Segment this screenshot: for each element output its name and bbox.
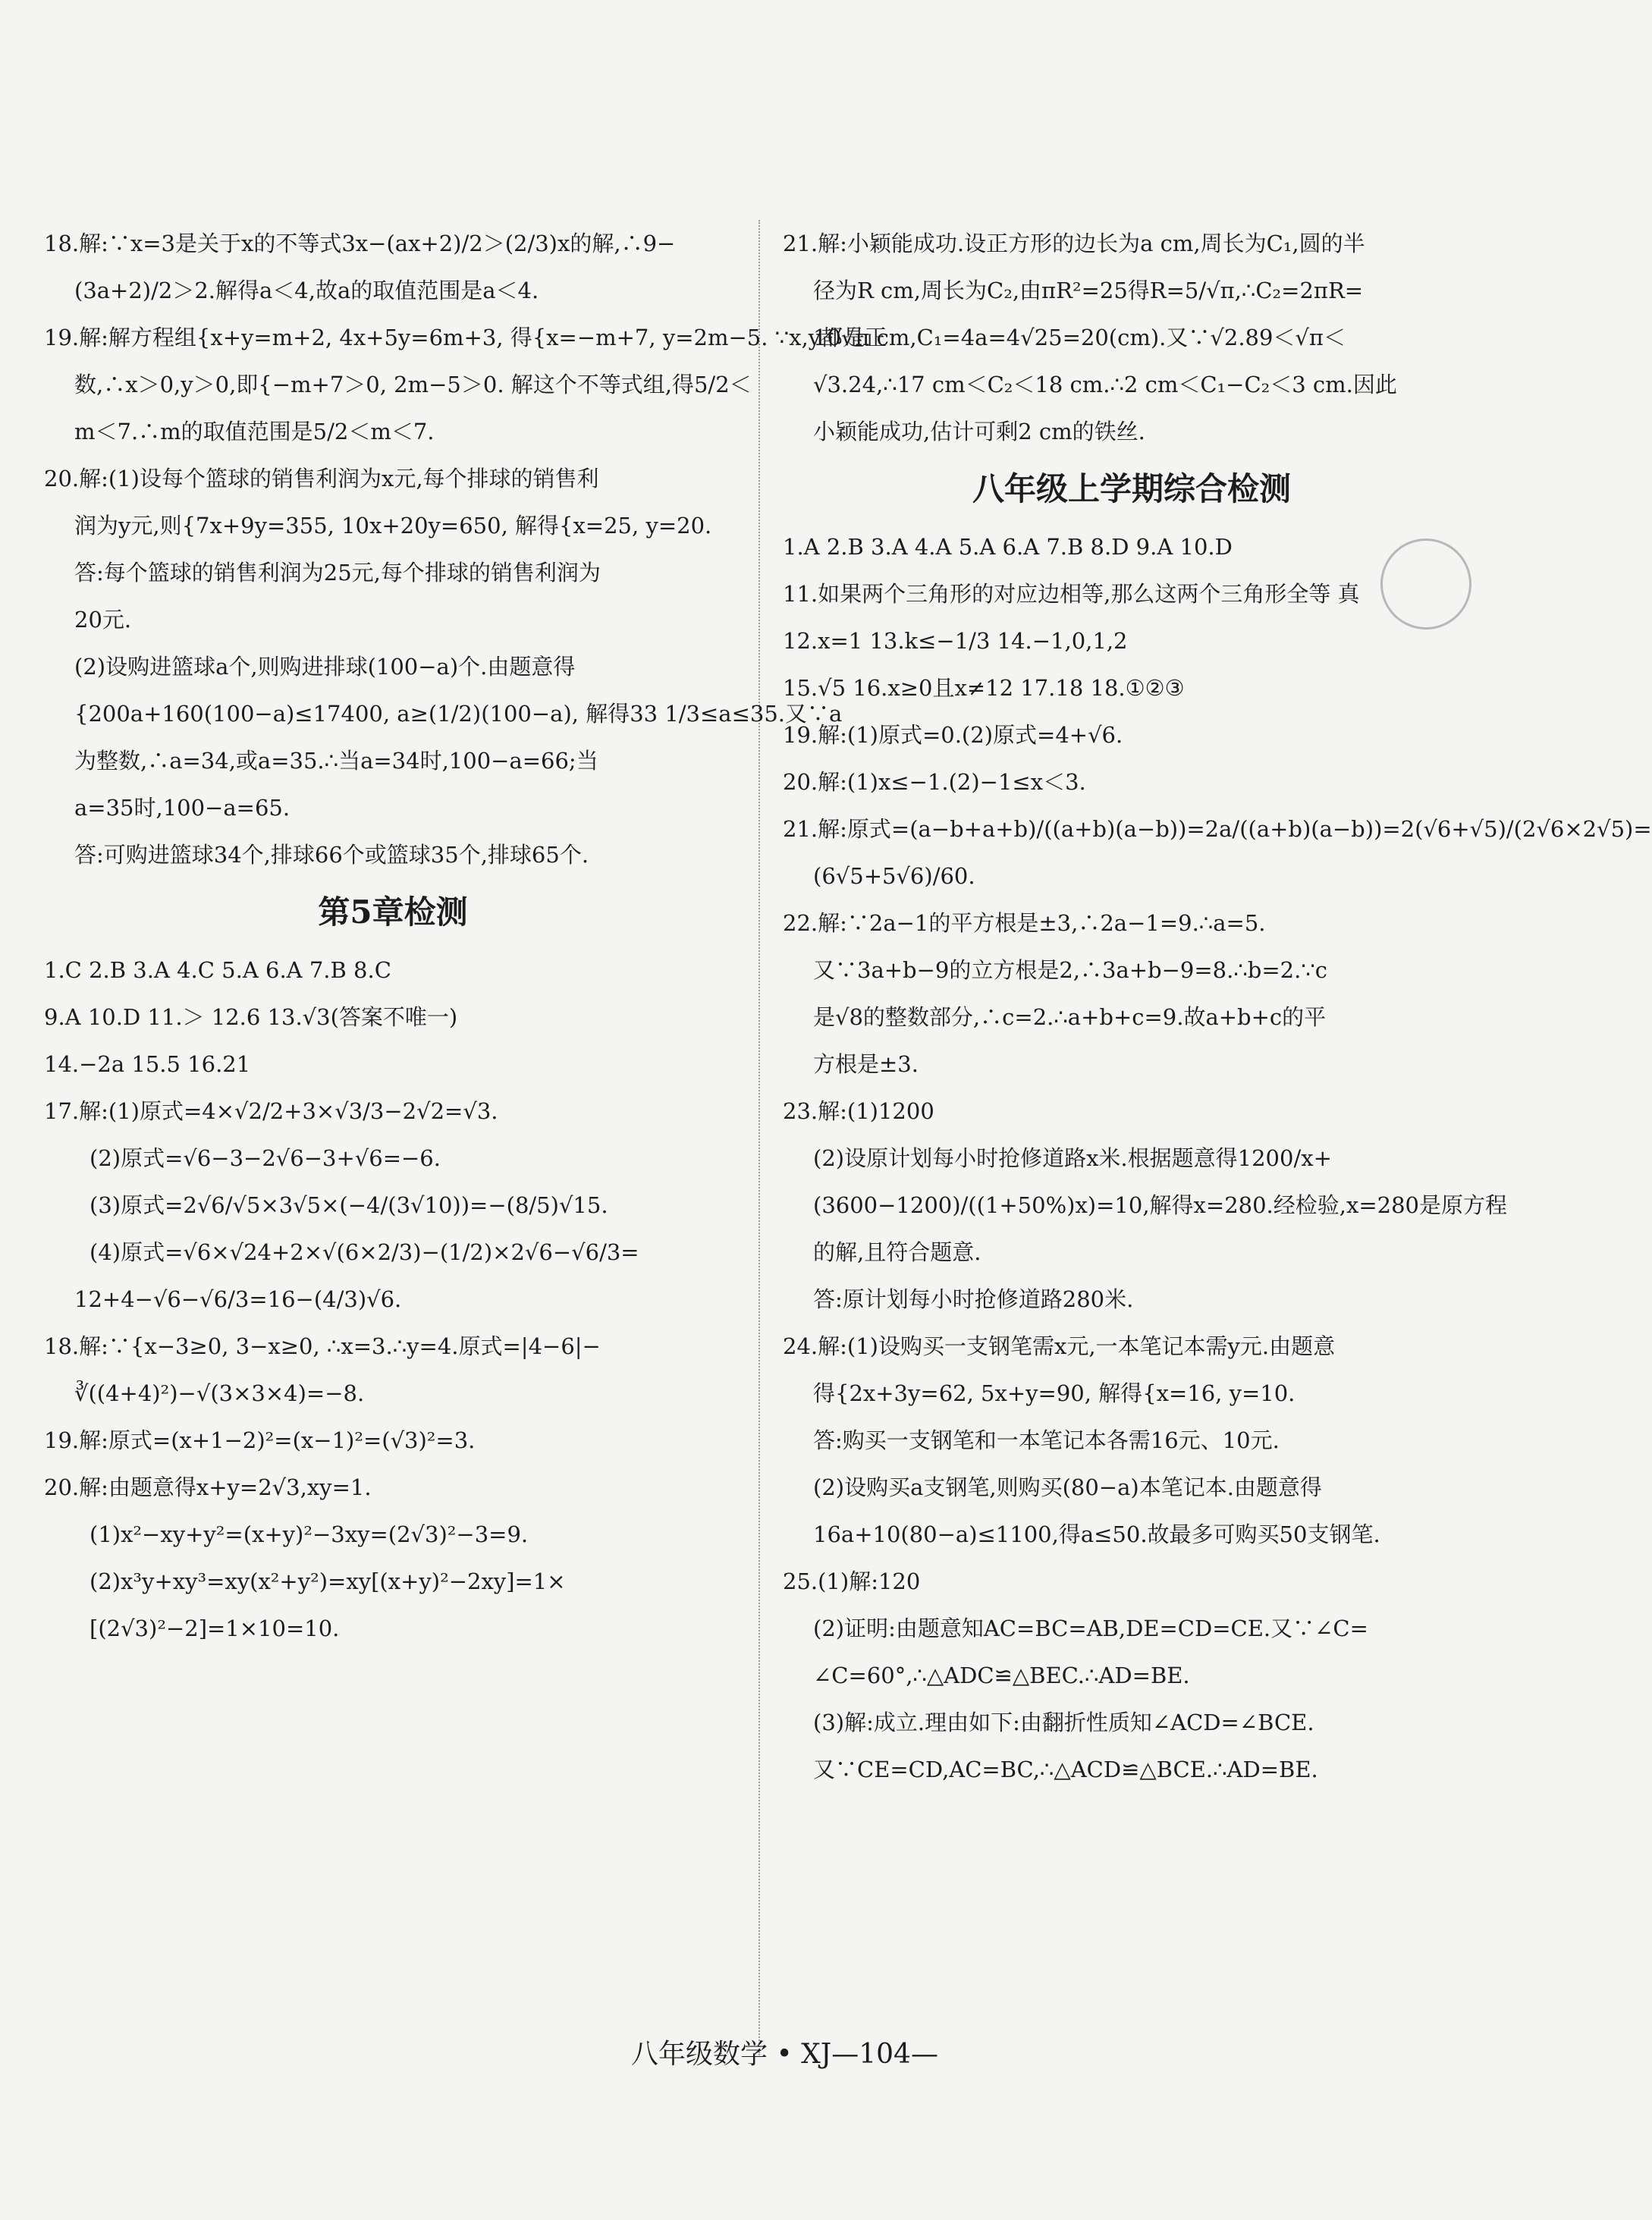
mid-q25-2: (2)证明:由题意知AC=BC=AB,DE=CD=CE.又∵∠C= (813, 1616, 1368, 1641)
ch5-q20-1: 20.解:由题意得x+y=2√3,xy=1. (44, 1474, 372, 1500)
q21-line3: 10√π cm,C₁=4a=4√25=20(cm).又∵√2.89＜√π＜ (813, 325, 1346, 350)
q20-line6: {200a+160(100−a)≤17400, a≥(1/2)(100−a), 解得33 1/3≤a≤35.又∵a (74, 701, 843, 727)
ch5-answers-3: 14.−2a 15.5 16.21 (44, 1051, 251, 1077)
column-divider (758, 220, 760, 2055)
q21-line4: √3.24,∴17 cm＜C₂＜18 cm.∴2 cm＜C₁−C₂＜3 cm.因此 (813, 372, 1397, 397)
ch5-q17-3: (3)原式=2√6/√5×3√5×(−4/(3√10))=−(8/5)√15. (90, 1192, 608, 1218)
q20-line2: 润为y元,则{7x+9y=355, 10x+20y=650, 解得{x=25, y=20. (74, 513, 712, 539)
section-title-ch5: 第5章检测 (318, 893, 468, 931)
ch5-answers-2: 9.A 10.D 11.＞ 12.6 13.√3(答案不唯一) (44, 1004, 458, 1030)
mid-q22-3: 是√8的整数部分,∴c=2.∴a+b+c=9.故a+b+c的平 (813, 1004, 1327, 1030)
ch5-q17-5: 12+4−√6−√6/3=16−(4/3)√6. (74, 1286, 402, 1312)
q21-line1: 21.解:小颖能成功.设正方形的边长为a cm,周长为C₁,圆的半 (783, 231, 1365, 256)
q20-line8: a=35时,100−a=65. (74, 795, 291, 821)
q20-line5: (2)设购进篮球a个,则购进排球(100−a)个.由题意得 (74, 654, 576, 680)
ch5-q17-2: (2)原式=√6−3−2√6−3+√6=−6. (90, 1145, 441, 1171)
ch5-q18-1: 18.解:∵{x−3≥0, 3−x≥0, ∴x=3.∴y=4.原式=|4−6|− (44, 1333, 601, 1359)
q20-line1: 20.解:(1)设每个篮球的销售利润为x元,每个排球的销售利 (44, 466, 599, 491)
ch5-q20-4: [(2√3)²−2]=1×10=10. (90, 1616, 340, 1641)
mid-q23-3: (3600−1200)/((1+50%)x)=10,解得x=280.经检验,x=280是原方程 (813, 1192, 1507, 1218)
mid-q20: 20.解:(1)x≤−1.(2)−1≤x＜3. (783, 769, 1086, 795)
q18-line1: 18.解:∵x=3是关于x的不等式3x−(ax+2)/2＞(2/3)x的解,∴9− (44, 231, 676, 256)
mid-q21-1: 21.解:原式=(a−b+a+b)/((a+b)(a−b))=2a/((a+b)(a−b))=2(√6+√5)/(2√6×2√5)= (783, 816, 1652, 842)
mid-answers-4: 15.√5 16.x≥0且x≠12 17.18 18.①②③ (783, 675, 1185, 701)
q20-line4: 20元. (74, 607, 132, 633)
q18-line2: (3a+2)/2＞2.解得a＜4,故a的取值范围是a＜4. (74, 278, 539, 303)
q19-line3: m＜7.∴m的取值范围是5/2＜m＜7. (74, 419, 435, 444)
mid-q22-2: 又∵3a+b−9的立方根是2,∴3a+b−9=8.∴b=2.∵c (813, 957, 1328, 983)
ch5-q17-1: 17.解:(1)原式=4×√2/2+3×√3/3−2√2=√3. (44, 1098, 498, 1124)
page-footer: 八年级数学 • XJ—104— (631, 2039, 938, 2070)
ch5-answers-1: 1.C 2.B 3.A 4.C 5.A 6.A 7.B 8.C (44, 957, 391, 983)
mid-q25-3: ∠C=60°,∴△ADC≌△BEC.∴AD=BE. (813, 1663, 1190, 1688)
mid-q25-4: (3)解:成立.理由如下:由翻折性质知∠ACD=∠BCE. (813, 1710, 1314, 1735)
mid-q23-2: (2)设原计划每小时抢修道路x米.根据题意得1200/x+ (813, 1145, 1332, 1171)
mid-q23-5: 答:原计划每小时抢修道路280米. (813, 1286, 1134, 1312)
mid-q24-2: 得{2x+3y=62, 5x+y=90, 解得{x=16, y=10. (813, 1380, 1296, 1406)
q19-line2: 数,∴x＞0,y＞0,即{−m+7＞0, 2m−5＞0. 解这个不等式组,得5/2＜ (74, 372, 752, 397)
mid-answers-2: 11.如果两个三角形的对应边相等,那么这两个三角形全等 真 (783, 581, 1360, 607)
section-title-midterm: 八年级上学期综合检测 (972, 470, 1291, 507)
mid-q19: 19.解:(1)原式=0.(2)原式=4+√6. (783, 722, 1123, 748)
ch5-q19: 19.解:原式=(x+1−2)²=(x−1)²=(√3)²=3. (44, 1427, 476, 1453)
mid-answers-3: 12.x=1 13.k≤−1/3 14.−1,0,1,2 (783, 628, 1128, 654)
ch5-q17-4: (4)原式=√6×√24+2×√(6×2/3)−(1/2)×2√6−√6/3= (90, 1239, 639, 1265)
mid-q24-4: (2)设购买a支钢笔,则购买(80−a)本笔记本.由题意得 (813, 1474, 1322, 1500)
mid-q24-3: 答:购买一支钢笔和一本笔记本各需16元、10元. (813, 1427, 1280, 1453)
mid-q25-1: 25.(1)解:120 (783, 1568, 921, 1594)
ch5-q20-3: (2)x³y+xy³=xy(x²+y²)=xy[(x+y)²−2xy]=1× (90, 1568, 566, 1594)
mid-q21-2: (6√5+5√6)/60. (813, 863, 975, 889)
mid-q22-4: 方根是±3. (813, 1051, 919, 1077)
q21-line5: 小颖能成功,估计可剩2 cm的铁丝. (813, 419, 1145, 444)
mid-q24-5: 16a+10(80−a)≤1100,得a≤50.故最多可购买50支钢笔. (813, 1521, 1380, 1547)
ch5-q18-2: ∛((4+4)²)−√(3×3×4)=−8. (74, 1380, 365, 1406)
ch5-q20-2: (1)x²−xy+y²=(x+y)²−3xy=(2√3)²−3=9. (90, 1521, 529, 1547)
q20-line7: 为整数,∴a=34,或a=35.∴当a=34时,100−a=66;当 (74, 748, 598, 774)
mid-q24-1: 24.解:(1)设购买一支钢笔需x元,一本笔记本需y元.由题意 (783, 1333, 1336, 1359)
q20-line9: 答:可购进篮球34个,排球66个或篮球35个,排球65个. (74, 842, 589, 868)
q20-line3: 答:每个篮球的销售利润为25元,每个排球的销售利润为 (74, 560, 601, 586)
mid-q23-4: 的解,且符合题意. (813, 1239, 981, 1265)
right-column (783, 220, 1652, 1793)
mid-q22-1: 22.解:∵2a−1的平方根是±3,∴2a−1=9.∴a=5. (783, 910, 1266, 936)
mid-answers-1: 1.A 2.B 3.A 4.A 5.A 6.A 7.B 8.D 9.A 10.D (783, 534, 1233, 560)
mid-q23-1: 23.解:(1)1200 (783, 1098, 934, 1124)
q19-line1: 19.解:解方程组{x+y=m+2, 4x+5y=6m+3, 得{x=−m+7, y=2m−5. ∵x,y都是正 (44, 325, 887, 350)
mid-q25-5: 又∵CE=CD,AC=BC,∴△ACD≌△BCE.∴AD=BE. (813, 1757, 1318, 1782)
q21-line2: 径为R cm,周长为C₂,由πR²=25得R=5/√π,∴C₂=2πR= (813, 278, 1364, 303)
